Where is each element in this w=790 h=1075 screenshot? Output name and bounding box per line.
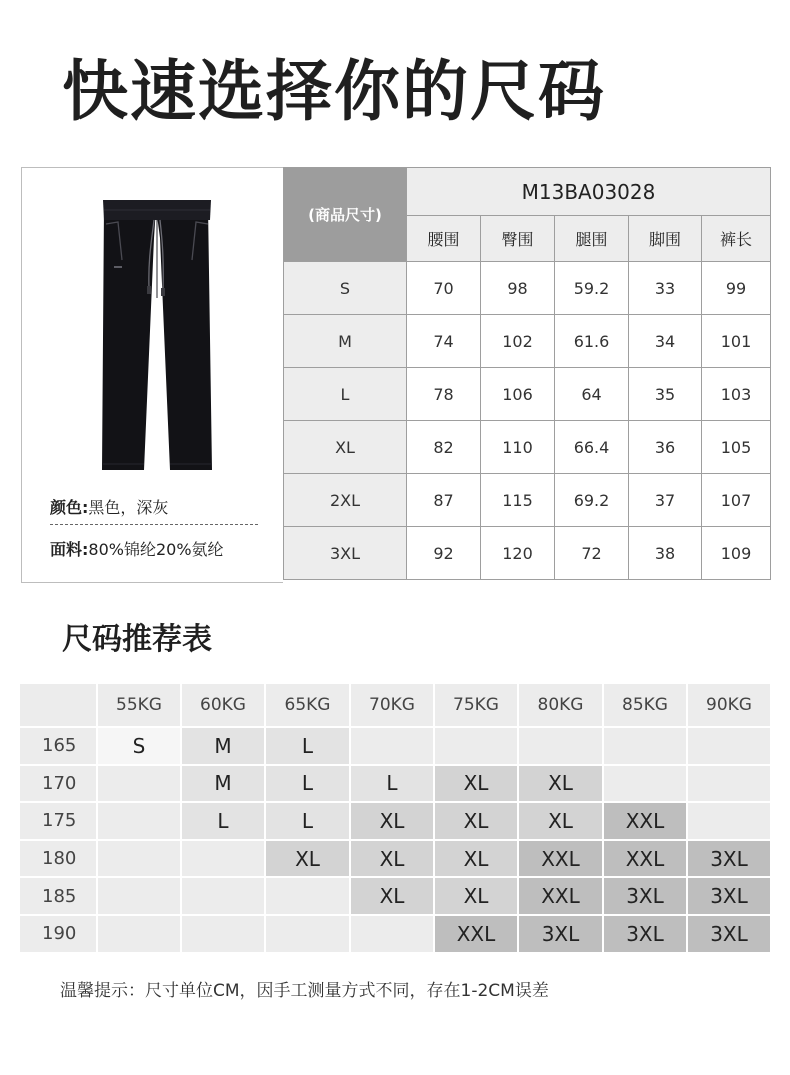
recommended-size-cell: [98, 878, 180, 914]
column-header: 裤长: [702, 216, 771, 262]
recommended-size-cell: [604, 766, 686, 802]
recommended-size-cell: XL: [435, 766, 517, 802]
recommended-size-cell: [435, 728, 517, 764]
measure-cell: 98: [481, 262, 555, 315]
recommended-size-cell: XXL: [604, 841, 686, 877]
size-label: XL: [284, 421, 407, 474]
height-row: [20, 766, 770, 802]
recommended-size-cell: 3XL: [688, 916, 770, 952]
recommended-size-cell: [266, 916, 349, 952]
recommended-size-cell: L: [351, 766, 433, 802]
height-label: 165: [20, 728, 96, 764]
color-spec: 颜色:黑色，深灰: [50, 498, 169, 517]
measure-cell: 103: [702, 368, 771, 421]
measure-cell: 70: [407, 262, 481, 315]
height-label: 190: [20, 916, 96, 952]
table-row: [284, 368, 771, 421]
recommended-size-cell: [351, 916, 433, 952]
height-row: [20, 728, 770, 764]
weight-header: 55KG: [98, 684, 180, 726]
measure-cell: 99: [702, 262, 771, 315]
corner-cell: [20, 684, 96, 726]
recommended-size-cell: XL: [519, 766, 602, 802]
weight-header: 75KG: [435, 684, 517, 726]
measure-cell: 61.6: [555, 315, 629, 368]
recommended-size-cell: XL: [351, 803, 433, 839]
column-header: 腿围: [555, 216, 629, 262]
fabric-spec: 面料:80%锦纶20%氨纶: [50, 540, 224, 559]
recommended-size-cell: [519, 728, 602, 764]
measure-cell: 72: [555, 527, 629, 580]
size-name-header: (商品尺寸): [284, 168, 407, 262]
recommended-size-cell: XL: [266, 841, 349, 877]
recommended-size-cell: 3XL: [688, 841, 770, 877]
measure-cell: 101: [702, 315, 771, 368]
measure-cell: 115: [481, 474, 555, 527]
measure-cell: 66.4: [555, 421, 629, 474]
height-label: 175: [20, 803, 96, 839]
recommended-size-cell: S: [98, 728, 180, 764]
weight-header: 85KG: [604, 684, 686, 726]
recommended-size-cell: [266, 878, 349, 914]
recommended-size-cell: 3XL: [519, 916, 602, 952]
recommended-size-cell: L: [266, 766, 349, 802]
size-label: M: [284, 315, 407, 368]
recommended-size-cell: [182, 916, 264, 952]
measure-cell: 69.2: [555, 474, 629, 527]
recommended-size-cell: XL: [435, 878, 517, 914]
height-row: [20, 878, 770, 914]
weight-header: 80KG: [519, 684, 602, 726]
recommended-size-cell: 3XL: [688, 878, 770, 914]
recommended-size-cell: [351, 728, 433, 764]
recommended-size-cell: 3XL: [604, 878, 686, 914]
measure-cell: 107: [702, 474, 771, 527]
measure-cell: 109: [702, 527, 771, 580]
measure-cell: 92: [407, 527, 481, 580]
table-row: [284, 421, 771, 474]
page-title: 快速选择你的尺码: [62, 53, 606, 130]
trousers-image: [94, 198, 220, 470]
measure-cell: 87: [407, 474, 481, 527]
table-row: [284, 474, 771, 527]
recommended-size-cell: XL: [351, 878, 433, 914]
recommended-size-cell: [182, 841, 264, 877]
size-label: 3XL: [284, 527, 407, 580]
recommended-size-cell: [182, 878, 264, 914]
measure-cell: 78: [407, 368, 481, 421]
recommended-size-cell: XL: [435, 803, 517, 839]
weight-header-row: [20, 684, 770, 726]
recommended-size-cell: XXL: [519, 841, 602, 877]
recommended-size-cell: XL: [435, 841, 517, 877]
recommended-size-cell: L: [182, 803, 264, 839]
measure-cell: 36: [629, 421, 702, 474]
column-header: 脚围: [629, 216, 702, 262]
recommended-size-cell: XL: [351, 841, 433, 877]
measure-cell: 105: [702, 421, 771, 474]
model-number: M13BA03028: [407, 168, 771, 216]
recommended-size-cell: XL: [519, 803, 602, 839]
product-panel: [21, 167, 283, 583]
size-label: S: [284, 262, 407, 315]
recommended-size-cell: [604, 728, 686, 764]
measurement-note: 温馨提示：尺寸单位CM，因手工测量方式不同，存在1-2CM误差: [60, 981, 549, 1001]
spec-divider: [50, 524, 258, 525]
height-label: 185: [20, 878, 96, 914]
height-row: [20, 803, 770, 839]
recommended-size-cell: [688, 803, 770, 839]
weight-header: 90KG: [688, 684, 770, 726]
measure-cell: 35: [629, 368, 702, 421]
recommended-size-cell: M: [182, 728, 264, 764]
table-row: [284, 527, 771, 580]
measure-cell: 106: [481, 368, 555, 421]
recommended-size-cell: L: [266, 803, 349, 839]
column-header: 腰围: [407, 216, 481, 262]
recommend-title: 尺码推荐表: [62, 622, 212, 657]
recommended-size-cell: XXL: [435, 916, 517, 952]
weight-header: 60KG: [182, 684, 264, 726]
recommended-size-cell: L: [266, 728, 349, 764]
column-header: 臀围: [481, 216, 555, 262]
recommended-size-cell: [98, 841, 180, 877]
height-row: [20, 841, 770, 877]
size-label: L: [284, 368, 407, 421]
measure-cell: 102: [481, 315, 555, 368]
recommended-size-cell: [98, 803, 180, 839]
table-row: [284, 262, 771, 315]
recommended-size-cell: XXL: [519, 878, 602, 914]
recommended-size-cell: [98, 916, 180, 952]
measure-cell: 120: [481, 527, 555, 580]
measure-cell: 74: [407, 315, 481, 368]
measure-cell: 82: [407, 421, 481, 474]
recommended-size-cell: XXL: [604, 803, 686, 839]
recommended-size-cell: [688, 766, 770, 802]
height-row: [20, 916, 770, 952]
height-label: 180: [20, 841, 96, 877]
measure-cell: 33: [629, 262, 702, 315]
measure-cell: 38: [629, 527, 702, 580]
measure-cell: 59.2: [555, 262, 629, 315]
measure-cell: 64: [555, 368, 629, 421]
size-table: [283, 167, 771, 580]
height-label: 170: [20, 766, 96, 802]
recommended-size-cell: 3XL: [604, 916, 686, 952]
recommended-size-cell: M: [182, 766, 264, 802]
recommended-size-cell: [688, 728, 770, 764]
measure-cell: 110: [481, 421, 555, 474]
table-row: [284, 315, 771, 368]
weight-header: 70KG: [351, 684, 433, 726]
weight-header: 65KG: [266, 684, 349, 726]
measure-cell: 37: [629, 474, 702, 527]
size-label: 2XL: [284, 474, 407, 527]
recommended-size-cell: [98, 766, 180, 802]
measure-cell: 34: [629, 315, 702, 368]
size-recommendation-grid: [18, 682, 772, 954]
